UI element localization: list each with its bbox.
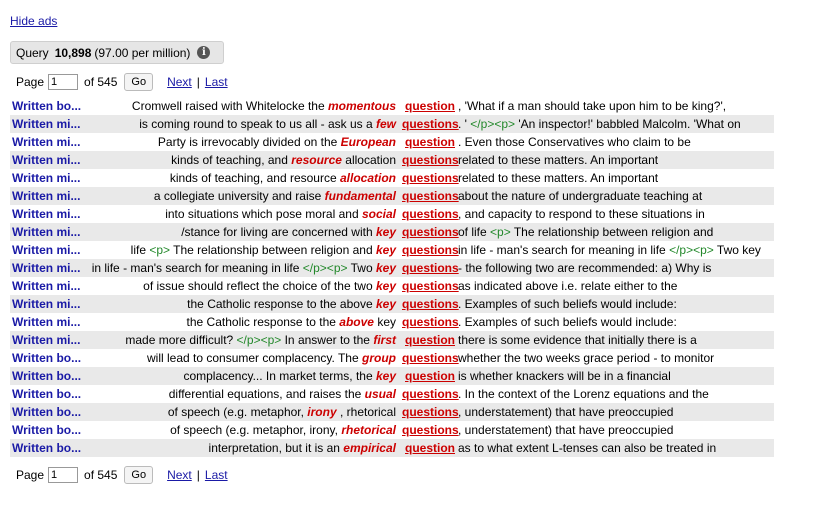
source-link[interactable]: Written bo...: [12, 441, 82, 455]
hide-ads-link[interactable]: Hide ads: [10, 14, 58, 28]
source-link[interactable]: Written bo...: [12, 369, 82, 383]
context-text: into situations which pose moral and: [165, 207, 362, 221]
right-context: [458, 367, 671, 385]
left-context: [125, 331, 396, 349]
right-context: [458, 349, 714, 367]
source-link[interactable]: Written mi...: [12, 171, 81, 185]
context-text: kinds of teaching, and resource: [169, 171, 340, 185]
collocate: fundamental: [324, 189, 396, 203]
right-context: [458, 187, 702, 205]
context-text: . Examples of such beliefs would include:: [458, 297, 677, 311]
left-context: [181, 223, 396, 241]
collocate: usual: [364, 387, 396, 401]
context-text: is coming round to speak to us all - ask us a: [139, 117, 376, 131]
left-context: [154, 187, 396, 205]
collocate: above: [339, 315, 374, 329]
left-context: [132, 97, 396, 115]
concordance-row: [10, 223, 774, 241]
concordance-row: [10, 133, 774, 151]
context-text: of speech (e.g. metaphor,: [167, 405, 308, 419]
collocate: key: [375, 261, 396, 275]
markup-tag: <p>: [149, 243, 171, 257]
next-page-link[interactable]: Next: [167, 75, 192, 89]
collocate: momentous: [327, 99, 396, 113]
concordance-row: [10, 439, 774, 457]
pager-bottom: [16, 465, 228, 485]
node-word[interactable]: question: [405, 441, 455, 455]
context-text: is whether knackers will be in a financial: [458, 369, 671, 383]
left-context: [187, 295, 396, 313]
markup-tag: </p><p>: [236, 333, 282, 347]
context-text: Two key: [713, 243, 761, 257]
markup-tag: <p>: [490, 225, 511, 239]
last-page-link[interactable]: Last: [204, 75, 228, 89]
context-text: , understatement) that have preoccupied: [458, 405, 674, 419]
context-text: whether the two weeks grace period - to monitor: [458, 351, 715, 365]
right-context: [458, 403, 673, 421]
context-text: /stance for living are concerned with: [181, 225, 376, 239]
node-word[interactable]: questions: [402, 207, 459, 221]
last-page-link[interactable]: Last: [204, 468, 228, 482]
collocate: first: [373, 333, 396, 347]
left-context: [165, 205, 396, 223]
concordance-row: [10, 205, 774, 223]
collocate: key: [375, 225, 396, 239]
left-context: [183, 367, 396, 385]
left-context: [169, 385, 396, 403]
left-context: [143, 277, 396, 295]
collocate: key: [375, 369, 396, 383]
collocate: key: [375, 243, 396, 257]
concordance-results: [10, 97, 774, 457]
markup-tag: </p><p>: [470, 117, 516, 131]
pager-top: [16, 72, 228, 92]
context-text: of life: [458, 225, 491, 239]
page-total: of 545: [84, 468, 118, 482]
page-input[interactable]: [48, 74, 78, 90]
collocate: key: [375, 297, 396, 311]
collocate: group: [362, 351, 396, 365]
right-context: [458, 241, 761, 259]
node-word[interactable]: questions: [402, 243, 459, 257]
context-text: 'An inspector!' babbled Malcolm. 'What on: [515, 117, 741, 131]
pager-separator: |: [196, 75, 200, 89]
context-text: of speech (e.g. metaphor, irony,: [170, 423, 342, 437]
right-context: [458, 313, 677, 331]
left-context: [158, 133, 396, 151]
source-link[interactable]: Written mi...: [12, 243, 81, 257]
context-text: differential equations, and raises the: [168, 387, 365, 401]
context-text: Cromwell raised with Whitelocke the: [131, 99, 328, 113]
source-link[interactable]: Written mi...: [12, 135, 81, 149]
page-label: Page: [16, 75, 45, 89]
source-link[interactable]: Written bo...: [12, 99, 82, 113]
go-button[interactable]: Go: [124, 466, 153, 484]
collocate: social: [361, 207, 396, 221]
right-context: [458, 97, 726, 115]
context-text: related to these matters. An important: [458, 153, 659, 167]
node-word[interactable]: questions: [402, 117, 459, 131]
right-context: [458, 421, 673, 439]
right-context: [458, 277, 677, 295]
context-text: there is some evidence that initially there is a: [458, 333, 697, 347]
query-summary: [10, 41, 224, 64]
right-context: [458, 385, 709, 403]
context-text: . Even those Conservatives who claim to be: [458, 135, 691, 149]
context-text: , 'What if a man should take upon him to be king?',: [458, 99, 727, 113]
node-word[interactable]: questions: [402, 279, 459, 293]
source-link[interactable]: Written mi...: [12, 315, 81, 329]
left-context: [171, 151, 396, 169]
source-link[interactable]: Written bo...: [12, 405, 82, 419]
node-word[interactable]: questions: [402, 387, 459, 401]
node-word[interactable]: questions: [402, 315, 459, 329]
context-text: , rhetorical: [336, 405, 396, 419]
right-context: [458, 205, 705, 223]
right-context: [458, 295, 677, 313]
page-total: of 545: [84, 75, 118, 89]
info-icon[interactable]: i: [197, 46, 210, 59]
context-text: allocation: [341, 153, 396, 167]
node-word[interactable]: questions: [402, 405, 459, 419]
context-text: made more difficult?: [125, 333, 237, 347]
collocate: allocation: [339, 171, 396, 185]
node-word[interactable]: questions: [402, 261, 459, 275]
next-page-link[interactable]: Next: [167, 468, 192, 482]
source-link[interactable]: Written mi...: [12, 333, 81, 347]
collocate: irony: [307, 405, 337, 419]
context-text: the Catholic response to the above: [187, 297, 376, 311]
source-link[interactable]: Written mi...: [12, 153, 81, 167]
concordance-row: [10, 151, 774, 169]
right-context: [458, 169, 658, 187]
concordance-row: [10, 313, 774, 331]
source-link[interactable]: Written bo...: [12, 423, 82, 437]
collocate: empirical: [343, 441, 396, 455]
context-text: . In the context of the Lorenz equations and the: [458, 387, 709, 401]
left-context: [170, 169, 396, 187]
context-text: interpretation, but it is an: [208, 441, 344, 455]
right-context: [458, 223, 713, 241]
left-context: [187, 313, 396, 331]
collocate: resource: [291, 153, 342, 167]
source-link[interactable]: Written mi...: [12, 279, 81, 293]
right-context: [458, 151, 658, 169]
left-context: [131, 241, 396, 259]
concordance-row: [10, 421, 774, 439]
context-text: complacency... In market terms, the: [183, 369, 376, 383]
right-context: [458, 133, 691, 151]
context-text: . Examples of such beliefs would include:: [458, 315, 677, 329]
query-count: 10,898: [54, 45, 92, 60]
concordance-row: [10, 115, 774, 133]
left-context: [139, 115, 396, 133]
right-context: [458, 115, 741, 133]
concordance-row: [10, 97, 774, 115]
node-word[interactable]: question: [405, 333, 455, 347]
page-input[interactable]: [48, 467, 78, 483]
collocate: few: [375, 117, 396, 131]
pager-separator: |: [196, 468, 200, 482]
left-context: [92, 259, 396, 277]
concordance-row: [10, 241, 774, 259]
context-text: , understatement) that have preoccupied: [458, 423, 674, 437]
context-text: life: [130, 243, 150, 257]
collocate: key: [375, 279, 396, 293]
source-link[interactable]: Written bo...: [12, 351, 82, 365]
context-text: in life - man's search for meaning in life: [91, 261, 303, 275]
concordance-row: [10, 385, 774, 403]
right-context: [458, 331, 697, 349]
query-rate: (97.00 per million): [94, 45, 191, 60]
concordance-row: [10, 187, 774, 205]
context-text: . ': [458, 117, 471, 131]
context-text: as indicated above i.e. relate either to the: [458, 279, 678, 293]
node-word[interactable]: questions: [402, 153, 459, 167]
node-word[interactable]: question: [405, 369, 455, 383]
context-text: a collegiate university and raise: [153, 189, 325, 203]
context-text: in life - man's search for meaning in life: [458, 243, 670, 257]
node-word[interactable]: questions: [402, 351, 459, 365]
collocate: European: [340, 135, 396, 149]
source-link[interactable]: Written bo...: [12, 387, 82, 401]
source-link[interactable]: Written mi...: [12, 261, 81, 275]
concordance-row: [10, 259, 774, 277]
right-context: [458, 439, 716, 457]
concordance-row: [10, 349, 774, 367]
node-word[interactable]: questions: [402, 225, 459, 239]
left-context: [168, 403, 396, 421]
left-context: [209, 439, 396, 457]
collocate: rhetorical: [341, 423, 396, 437]
context-text: Party is irrevocably divided on the: [157, 135, 341, 149]
concordance-row: [10, 169, 774, 187]
context-text: will lead to consumer complacency. The: [147, 351, 362, 365]
context-text: , and capacity to respond to these situations in: [458, 207, 705, 221]
go-button[interactable]: Go: [124, 73, 153, 91]
source-link[interactable]: Written mi...: [12, 225, 81, 239]
source-link[interactable]: Written mi...: [12, 207, 81, 221]
context-text: related to these matters. An important: [458, 171, 659, 185]
right-context: [458, 259, 711, 277]
context-text: of issue should reflect the choice of the two: [143, 279, 376, 293]
context-text: - the following two are recommended: a) Why is: [458, 261, 712, 275]
query-label: Query: [16, 45, 49, 60]
node-word[interactable]: question: [405, 99, 455, 113]
concordance-row: [10, 367, 774, 385]
context-text: In answer to the: [281, 333, 374, 347]
context-text: as to what extent L-tenses can also be treated in: [458, 441, 717, 455]
node-word[interactable]: questions: [402, 297, 459, 311]
context-text: the Catholic response to the: [186, 315, 340, 329]
context-text: about the nature of undergraduate teaching at: [458, 189, 703, 203]
source-link[interactable]: Written mi...: [12, 297, 81, 311]
context-text: The relationship between religion and: [510, 225, 714, 239]
node-word[interactable]: question: [405, 135, 455, 149]
concordance-row: [10, 403, 774, 421]
markup-tag: </p><p>: [302, 261, 348, 275]
source-link[interactable]: Written mi...: [12, 189, 81, 203]
node-word[interactable]: questions: [402, 189, 459, 203]
node-word[interactable]: questions: [402, 423, 459, 437]
context-text: Two: [347, 261, 376, 275]
page-label: Page: [16, 468, 45, 482]
concordance-row: [10, 295, 774, 313]
context-text: key: [373, 315, 396, 329]
concordance-row: [10, 331, 774, 349]
context-text: The relationship between religion and: [170, 243, 376, 257]
left-context: [147, 349, 396, 367]
source-link[interactable]: Written mi...: [12, 117, 81, 131]
markup-tag: </p><p>: [669, 243, 714, 257]
node-word[interactable]: questions: [402, 171, 459, 185]
context-text: kinds of teaching, and: [171, 153, 292, 167]
concordance-row: [10, 277, 774, 295]
left-context: [170, 421, 396, 439]
